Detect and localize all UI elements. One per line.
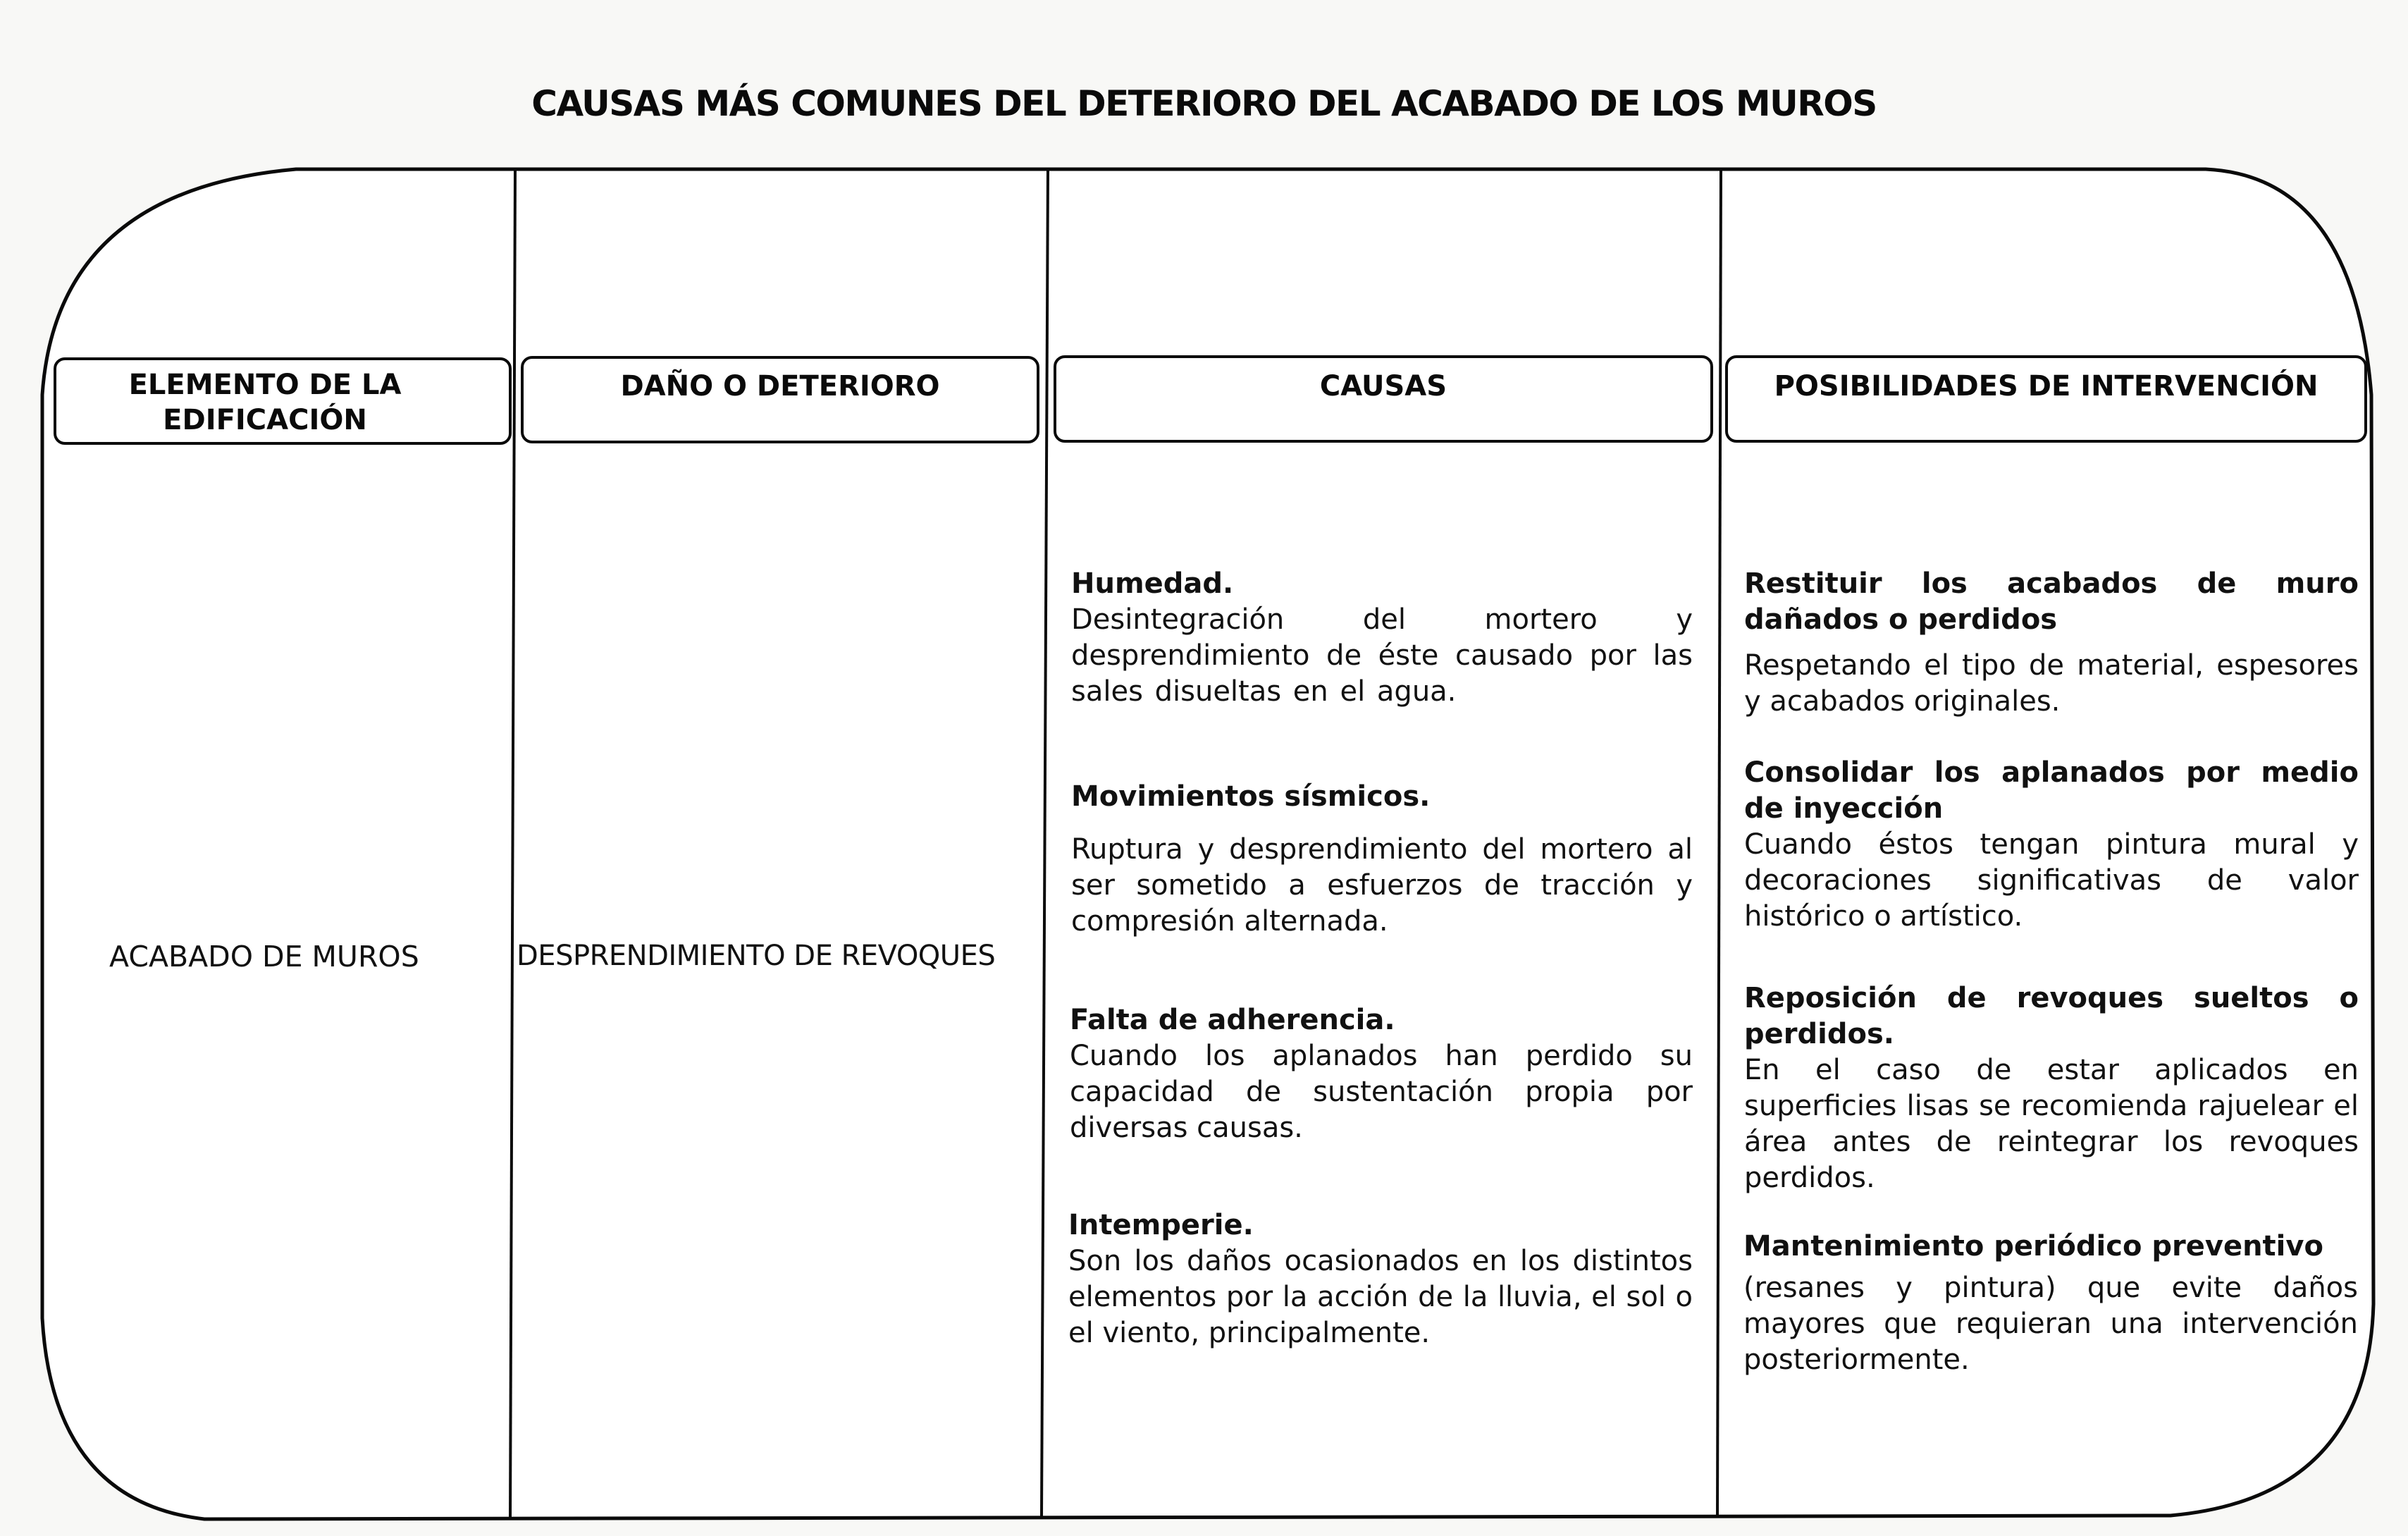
header-elemento [55,356,510,442]
causa-item [1068,1208,1693,1351]
intervencion-text: Respetando el tipo de material, espesores y acabados originales. [1744,649,2359,718]
header-elemento-line1: ELEMENTO DE LA [128,369,402,401]
intervencion-text: (resanes y pintura) que evite daños mayores que requieran una intervención posteriormente. [1743,1272,2358,1376]
causa-heading: Intemperie. [1068,1209,1254,1241]
document-title: CAUSAS MÁS COMUNES DEL DETERIORO DEL ACABADO DE LOS MUROS [531,83,1877,124]
intervencion-heading: Restituir los acabados de muro dañados o perdidos [1744,567,2359,636]
causa-heading: Humedad. [1071,567,1234,600]
cell-dano: DESPRENDIMIENTO DE REVOQUES [517,940,996,972]
intervencion-item [1744,566,2359,720]
intervencion-item [1744,981,2359,1196]
causa-text: Ruptura y desprendimiento del mortero al ser sometido a esfuerzos de tracción y compresión alternada. [1071,833,1693,938]
header-elemento-line2: EDIFICACIÓN [163,404,367,436]
intervencion-heading: Reposición de revoques sueltos o perdidos. [1744,982,2359,1050]
intervencion-item [1744,755,2359,935]
causa-heading: Movimientos sísmicos. [1071,780,1431,813]
intervencion-text: Cuando éstos tengan pintura mural y decoraciones significativas de valor histórico o artístico. [1744,828,2359,933]
header-dano [522,356,1038,442]
intervencion-heading: Mantenimiento periódico preventivo [1743,1230,2323,1262]
intervencion-heading: Consolidar los aplanados por medio de inyección [1744,756,2359,825]
causa-text: Desintegración del mortero y desprendimiento de éste causado por las sales disueltas en el agua. [1071,603,1693,708]
header-dano-label: DAÑO O DETERIORO [620,370,940,403]
header-causas-label: CAUSAS [1319,370,1447,403]
causa-heading: Falta de adherencia. [1070,1004,1395,1036]
causa-text: Cuando los aplanados han perdido su capacidad de sustentación propia por diversas causas. [1070,1040,1693,1144]
causa-item [1071,566,1693,710]
intervencion-text: En el caso de estar aplicados en superficies lisas se recomienda rajuelear el área antes de reintegrar los revoques perdidos. [1744,1054,2359,1194]
header-posibilidades [1727,356,2366,442]
intervencion-item [1743,1229,2358,1378]
header-causas [1055,356,1712,442]
causa-item [1070,1002,1693,1146]
header-posibilidades-label: POSIBILIDADES DE INTERVENCIÓN [1774,370,2319,403]
causa-item [1071,779,1693,940]
cell-elemento: ACABADO DE MUROS [109,940,419,973]
causa-text: Son los daños ocasionados en los distintos elementos por la acción de la lluvia, el sol o el viento, principalmente. [1068,1245,1693,1349]
